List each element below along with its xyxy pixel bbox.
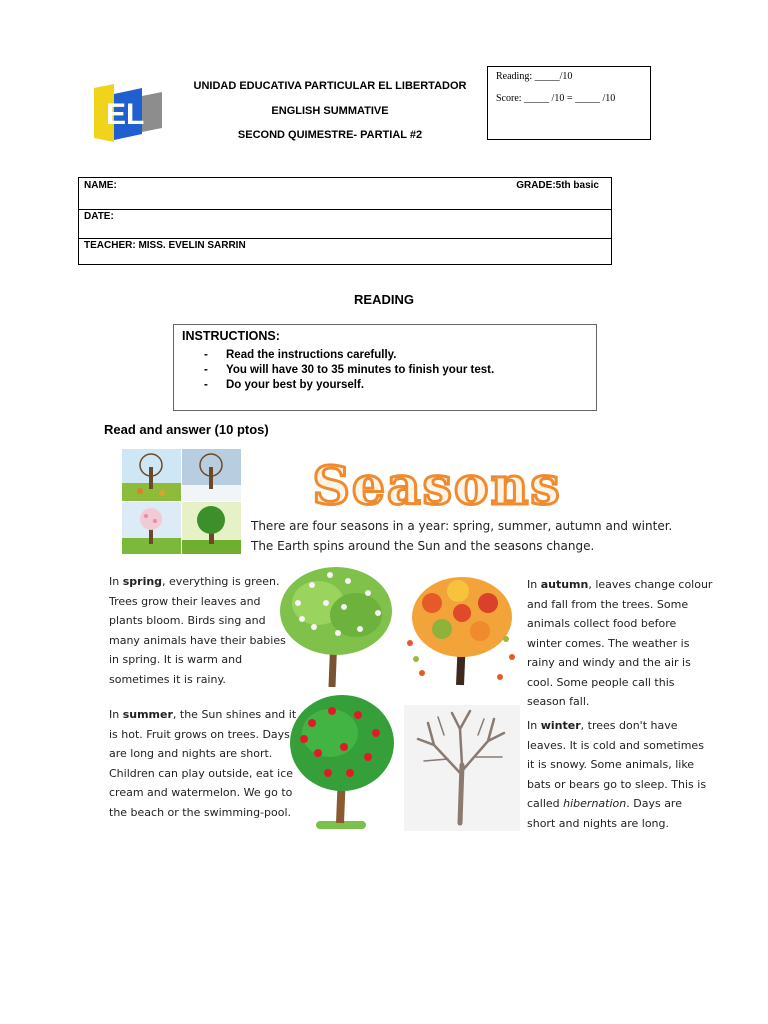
intro-line-1: There are four seasons in a year: spring, summer, autumn and winter. [251,519,673,533]
spring-paragraph: In spring, everything is green. Trees grow their leaves and plants bloom. Birds sing and many animals have their babies in spring. It is warm and sometimes it is rainy. [109,575,286,686]
summer-tree-icon [288,693,396,831]
name-label: NAME: [84,180,117,191]
seasons-title [272,452,602,516]
winter-tree-icon [404,705,520,831]
exam-title: ENGLISH SUMMATIVE [271,105,389,117]
instructions-box [173,324,597,411]
date-label: DATE: [84,211,114,222]
student-info-table [78,177,612,265]
grade-label: GRADE:5th basic [516,180,599,191]
school-logo [92,84,164,142]
exam-term: SECOND QUIMESTRE- PARTIAL #2 [237,129,423,141]
instructions-title: INSTRUCTIONS: [182,329,280,343]
teacher-row [79,239,611,263]
spring-keyword: spring [122,575,163,588]
total-score: Score: _____ /10 = _____ /10 [496,93,616,104]
school-name: UNIDAD EDUCATIVA PARTICULAR EL LIBERTADOR [193,80,467,92]
spring-tile-icon [122,502,181,554]
reading-score: Reading: _____/10 [496,71,573,82]
name-row [79,178,611,210]
logo-text: EL [106,98,145,131]
winter-keyword: winter [540,719,581,732]
intro-line-2: The Earth spins around the Sun and the seasons change. [251,539,595,553]
spring-tree-icon [278,563,394,687]
section-title: READING [354,292,414,307]
instruction-item: - Do your best by yourself. [204,379,365,391]
instruction-item: - Read the instructions carefully. [204,349,397,361]
summer-paragraph: In summer, the Sun shines and it is hot. Fruit grows on trees. Days are long and nights are short. Children can play outside, eat ice cream and watermelon. We go to the beach or the swimming-pool. [109,708,297,819]
autumn-tile-icon [122,449,181,501]
teacher-label: TEACHER: MISS. EVELIN SARRIN [84,240,246,251]
autumn-tree-icon [402,573,520,689]
summer-keyword: summer [122,708,173,721]
hibernation-term: hibernation [563,797,627,810]
instruction-item: - You will have 30 to 35 minutes to finish your test. [204,364,495,376]
date-row [79,210,611,239]
winter-tile-icon [182,449,241,501]
score-box [487,66,651,140]
svg-text:Seasons: Seasons [312,456,562,516]
seasons-tiles-image [122,449,242,555]
autumn-paragraph: In autumn, leaves change colour and fall from the trees. Some animals collect food before winter comes. The weather is rainy and windy and the air is cool. Some people call this season fall. [527,578,713,708]
winter-paragraph: In winter, trees don't have leaves. It is cold and sometimes it is snowy. Some animals, like bats or bears go to sleep. This is called hibernation. Days are short and nights are long. [527,719,707,830]
summer-tile-icon [182,502,241,554]
task-title: Read and answer (10 ptos) [104,422,269,437]
autumn-keyword: autumn [540,578,589,591]
